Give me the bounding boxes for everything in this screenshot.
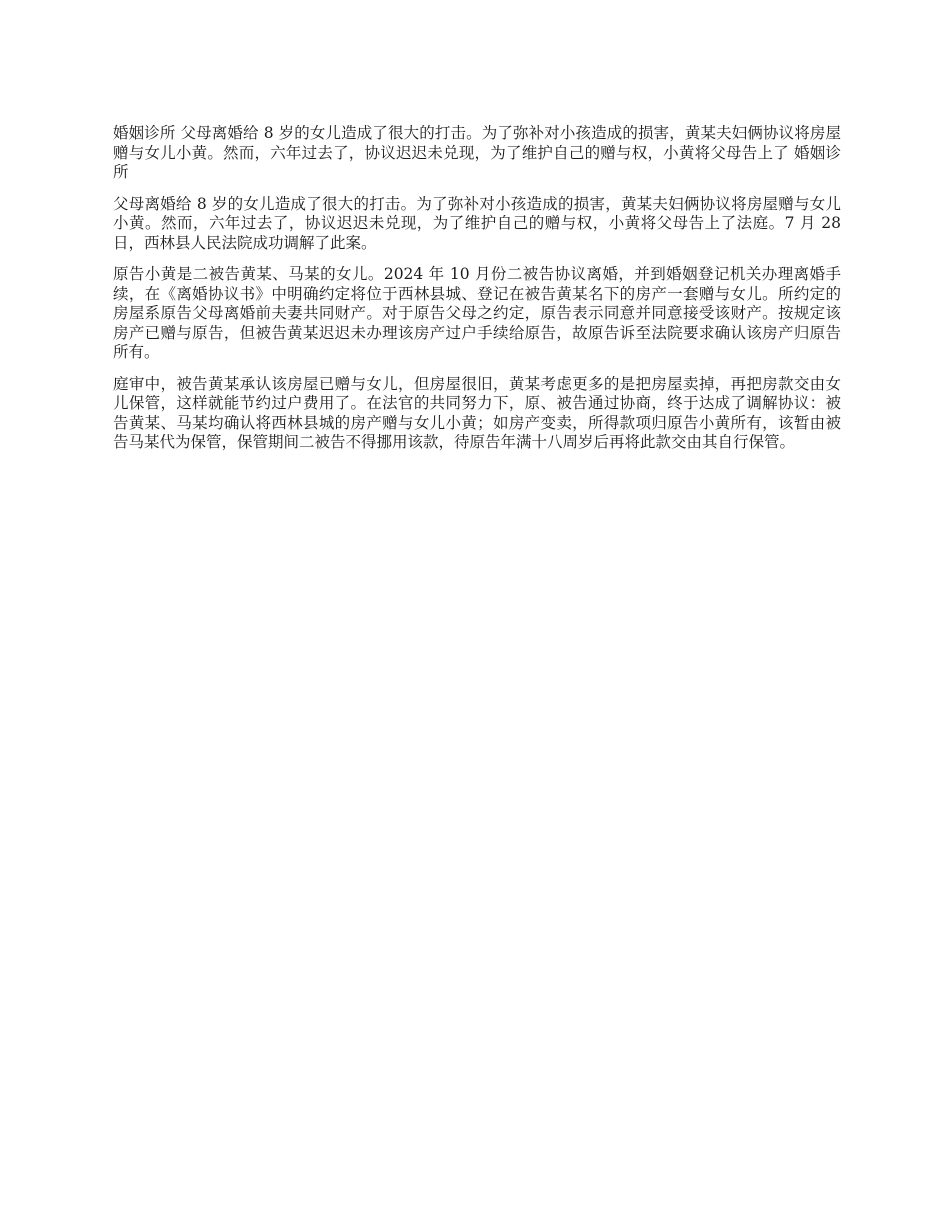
paragraph-background: 原告小黄是二被告黄某、马某的女儿。2024 年 10 月份二被告协议离婚，并到婚姻登记机关办理离婚手续，在《离婚协议书》中明确约定将位于西林县城、登记在被告黄某名下的房产一套赠与女儿。所约定的房屋系原告父母离婚前夫妻共同财产。对于原告父母之约定，原告表示同意并同意接受该财产。按规定该房产已赠与原告，但被告黄某迟迟未办理该房产过户手续给原告，故原告诉至法院要求确认该房产归原告所有。 bbox=[113, 265, 841, 361]
paragraph-summary: 父母离婚给 8 岁的女儿造成了很大的打击。为了弥补对小孩造成的损害，黄某夫妇俩协议将房屋赠与女儿小黄。然而，六年过去了，协议迟迟未兑现，为了维护自己的赠与权，小黄将父母告上了法庭。7 月 28 日，西林县人民法院成功调解了此案。 bbox=[113, 194, 841, 252]
document-body bbox=[113, 124, 841, 465]
paragraph-trial: 庭审中，被告黄某承认该房屋已赠与女儿，但房屋很旧，黄某考虑更多的是把房屋卖掉，再把房款交由女儿保管，这样就能节约过户费用了。在法官的共同努力下，原、被告通过协商，终于达成了调解协议：被告黄某、马某均确认将西林县城的房产赠与女儿小黄；如房产变卖，所得款项归原告小黄所有，该暂由被告马某代为保管，保管期间二被告不得挪用该款，待原告年满十八周岁后再将此款交由其自行保管。 bbox=[113, 374, 841, 451]
paragraph-intro: 婚姻诊所 父母离婚给 8 岁的女儿造成了很大的打击。为了弥补对小孩造成的损害，黄某夫妇俩协议将房屋赠与女儿小黄。然而，六年过去了，协议迟迟未兑现，为了维护自己的赠与权，小黄将父母告上了 婚姻诊所 bbox=[113, 124, 841, 181]
